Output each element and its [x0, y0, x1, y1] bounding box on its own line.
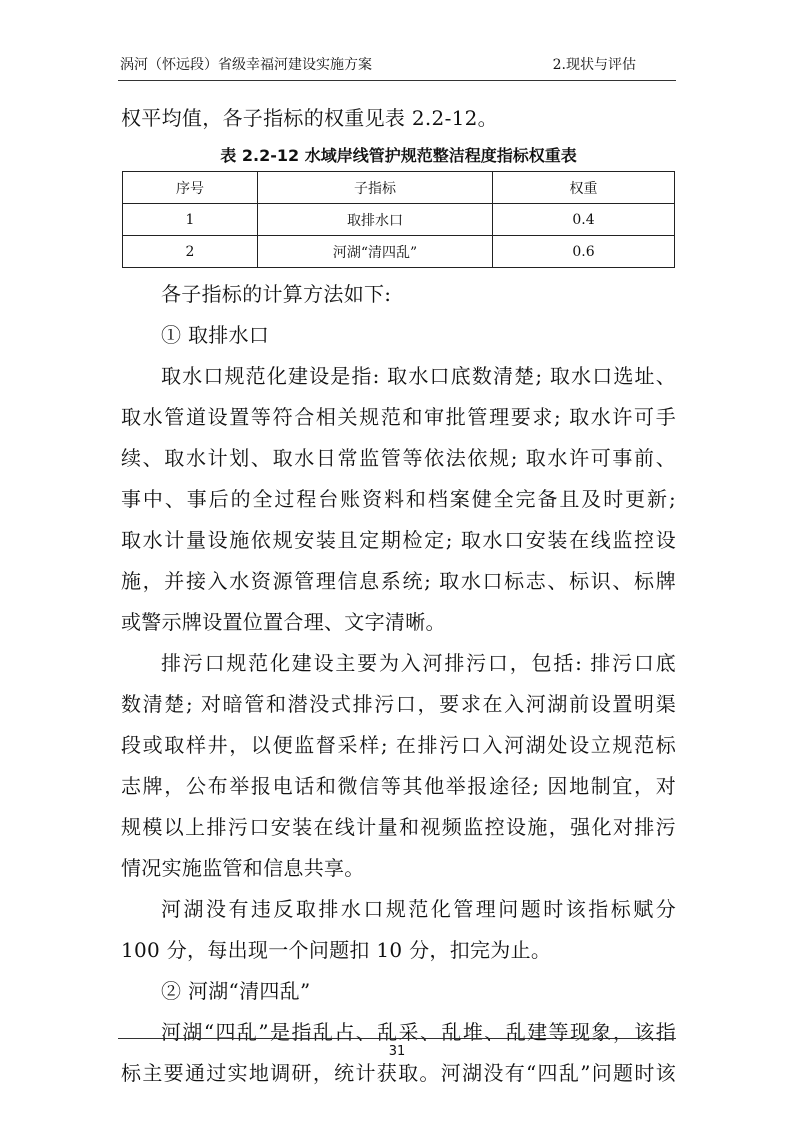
para2-line: 排污口规范化建设主要为入河排污口，包括: 排污口底 [161, 651, 676, 675]
header-cell-weight: 权重 [493, 172, 675, 204]
para2-line: 数清楚; 对暗管和潜没式排污口，要求在入河湖前设置明渠 [121, 692, 676, 716]
footer-rule [118, 1038, 676, 1039]
para2-line: 段或取样井，以便监督采样; 在排污口入河湖处设立规范标 [121, 733, 676, 757]
para2-line: 规模以上排污口安装在线计量和视频监控设施，强化对排污 [121, 815, 676, 839]
calc-intro: 各子指标的计算方法如下: [161, 282, 392, 306]
para3-line: 100 分，每出现一个问题扣 10 分，扣完为止。 [121, 938, 552, 962]
running-header [118, 56, 676, 81]
para4-line: 河湖“四乱”是指乱占、乱采、乱堆、乱建等现象，该指 [161, 1020, 676, 1044]
table-cell: 取排水口 [258, 204, 493, 236]
header-cell-subindicator: 子指标 [258, 172, 493, 204]
para2-line: 志牌，公布举报电话和微信等其他举报途径; 因地制宜，对 [121, 774, 676, 798]
table-caption: 表 2.2-12 水域岸线管护规范整洁程度指标权重表 [220, 146, 577, 165]
header-cell-index: 序号 [123, 172, 258, 204]
para1-line: 取水口规范化建设是指: 取水口底数清楚; 取水口选址、 [161, 364, 676, 388]
weight-table [122, 171, 675, 268]
table-row [123, 204, 675, 236]
para1-line: 续、取水计划、取水日常监管等依法依规; 取水许可事前、 [121, 446, 676, 470]
item2-heading: ② 河湖“清四乱” [161, 979, 311, 1003]
table-cell: 1 [123, 204, 258, 236]
intro-line: 权平均值，各子指标的权重见表 2.2-12。 [121, 106, 498, 130]
para4-line: 标主要通过实地调研，统计获取。河湖没有“四乱”问题时该 [121, 1061, 676, 1085]
para2-line: 情况实施监管和信息共享。 [121, 856, 365, 880]
table-header-row [123, 172, 675, 204]
page-number: 31 [388, 1044, 406, 1059]
table-cell: 0.6 [493, 236, 675, 268]
para1-line: 施，并接入水资源管理信息系统; 取水口标志、标识、标牌 [121, 569, 676, 593]
item1-heading: ① 取排水口 [161, 323, 270, 347]
para1-line: 事中、事后的全过程台账资料和档案健全完备且及时更新; [121, 487, 676, 511]
para1-line: 取水计量设施依规安装且定期检定; 取水口安装在线监控设 [121, 528, 676, 552]
para3-line: 河湖没有违反取排水口规范化管理问题时该指标赋分 [161, 897, 676, 921]
document-title: 涡河（怀远段）省级幸福河建设实施方案 [120, 57, 372, 73]
table-cell: 0.4 [493, 204, 675, 236]
table-row [123, 236, 675, 268]
table-cell: 2 [123, 236, 258, 268]
page-body [121, 98, 676, 1094]
table-cell: 河湖“清四乱” [258, 236, 493, 268]
para1-line: 或警示牌设置位置合理、文字清晰。 [121, 610, 446, 634]
para1-line: 取水管道设置等符合相关规范和审批管理要求; 取水许可手 [121, 405, 676, 429]
section-title: 2.现状与评估 [552, 57, 636, 73]
